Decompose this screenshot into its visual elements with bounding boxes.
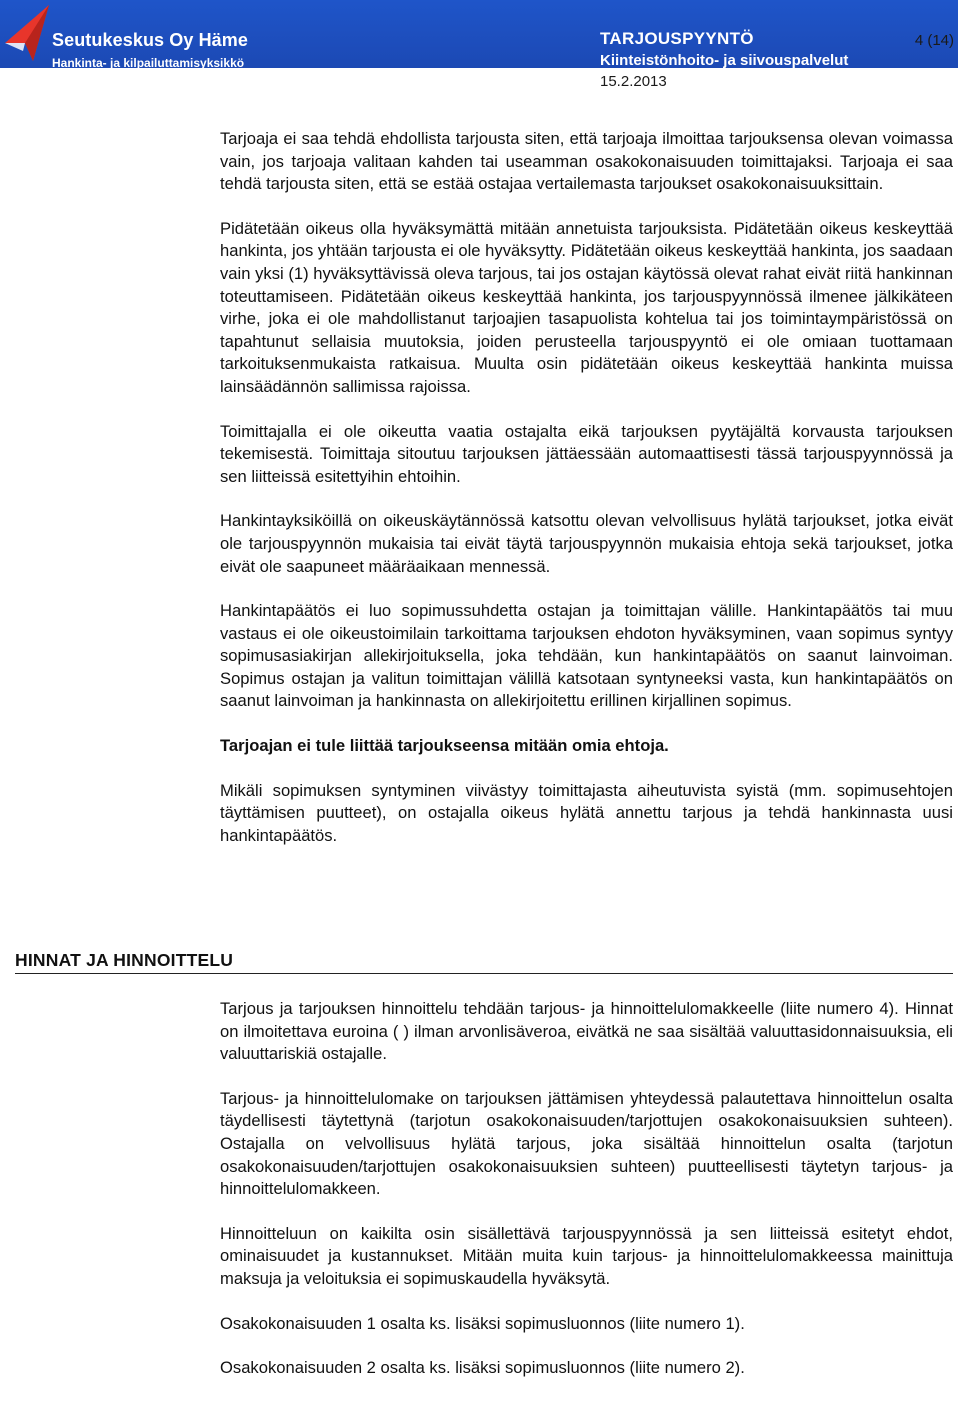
paragraph-form-return: Tarjous- ja hinnoittelulomake on tarjouksen jättämisen yhteydessä palautettava hinnoittelun osalta täydellisesti täytettynä (tarjotun osakokonaisuuden/tarjottujen osakokonaisuuksien suhteen). Ostajalla on velvollisuus hylätä tarjous, joka sisältää hinnoittelun osalta (tarjotun osakokonaisuuden/tarjottujen osakokonaisuuksien suhteen) puutteellisesti täytetyn tarjous- ja hinnoittelulomakkeen. <box>220 1088 953 1199</box>
terms-body <box>220 128 953 869</box>
paragraph-delay-rejection: Mikäli sopimuksen syntyminen viivästyy toimittajasta aiheutuvista syistä (mm. sopimusehtojen täyttämisen puutteet), on ostajalla oikeus hylätä annettu tarjous ja tehdä hankinnasta uusi hankintapäätös. <box>220 780 953 845</box>
section-heading-pricing: HINNAT JA HINNOITTELU <box>15 950 953 974</box>
company-unit: Hankinta- ja kilpailuttamisyksikkö <box>52 56 245 70</box>
paragraph-no-compensation: Toimittajalla ei ole oikeutta vaatia ostajalta eikä tarjouksen pyytäjältä korvausta tarjouksen tekemisestä. Toimittaja sitoutuu tarjouksen jättäessään automaattisesti tässä tarjouspyynnössä ja sen liitteissä esitettyihin ehtoihin. <box>220 421 953 486</box>
document-date: 15.2.2013 <box>600 73 667 90</box>
page-number: 4 (14) <box>914 32 954 49</box>
paragraph-rejection-duty: Hankintayksiköillä on oikeuskäytännössä katsottu olevan velvollisuus hylätä tarjoukset, jotka eivät ole tarjouspyynnön mukaisia tai eivät täytä tarjouspyynnön mukaisia ehtoja sekä tarjoukset, jotka eivät ole saapuneet määräaikaan mennessä. <box>220 511 953 576</box>
pricing-section-body <box>220 998 953 1402</box>
paragraph-subcontract-2: Osakokonaisuuden 2 osalta ks. lisäksi sopimusluonnos (liite numero 2). <box>220 1358 745 1378</box>
paragraph-included-costs: Hinnoitteluun on kaikilta osin sisällettävä tarjouspyynnössä ja sen liitteissä esitetyt ehdot, ominaisuudet ja kustannukset. Mitään muita kuin tarjous- ja hinnoittelulomakkeessa mainittuja maksuja ja veloituksia ei sopimuskaudella hyväksytä. <box>220 1223 953 1288</box>
company-name: Seutukeskus Oy Häme <box>52 30 248 50</box>
paragraph-rights-reserved: Pidätetään oikeus olla hyväksymättä mitään annetuista tarjouksista. Pidätetään oikeus keskeyttää hankinta, jos yhtään tarjousta ei ole hyväksytty. Pidätetään oikeus keskeyttää hankinta, jos saadaan vain yksi (1) hyväksyttävissä oleva tarjous, tai jos ostajan käytössä olevat rahat eivät riitä hankinnan toteuttamiseen. Pidätetään oikeus keskeyttää hankinta, jos tarjouspyynnössä ilmenee jälkikäteen virhe, joka ei ole mahdollistanut tarjoajien tasapuolista kohtelua tai jos toimintaympäristössä on tapahtunut sellaisia muutoksia, joiden perusteella tarjouspyyntö ei ole omiaan tuottamaan tarkoituksenmukaista ratkaisua. Muulta osin pidätetään oikeus keskeyttää hankinta muissa lainsäädännön sallimissa rajoissa. <box>220 218 953 396</box>
paragraph-conditional-offers: Tarjoaja ei saa tehdä ehdollista tarjousta siten, että tarjoaja ilmoittaa tarjouksensa olevan voimassa vain, jos tarjoaja valitaan kahden tai useamman osakokonaisuuden toimittajaksi. Tarjoaja ei saa tehdä tarjousta siten, että se estää ostajaa vertailemasta tarjoukset osakokonaisuuksittain. <box>220 129 953 194</box>
paper-plane-logo-icon <box>3 3 51 63</box>
document-title: TARJOUSPYYNTÖ <box>600 29 754 48</box>
page-header <box>0 0 960 100</box>
paragraph-pricing-form: Tarjous ja tarjouksen hinnoittelu tehdään tarjous- ja hinnoittelulomakkeelle (liite numero 4). Hinnat on ilmoitettava euroina ( ) ilman arvonlisäveroa, eivätkä ne saa sisältää valuuttasidonnaisuuksia, eli valuuttariskiä ostajalle. <box>220 999 953 1064</box>
header-band <box>0 0 958 68</box>
paragraph-no-own-terms: Tarjoajan ei tule liittää tarjoukseensa mitään omia ehtoja. <box>220 736 669 756</box>
paragraph-subcontract-1: Osakokonaisuuden 1 osalta ks. lisäksi sopimusluonnos (liite numero 1). <box>220 1313 745 1333</box>
paragraph-procurement-decision: Hankintapäätös ei luo sopimussuhdetta ostajan ja toimittajan välille. Hankintapäätös tai muu vastaus ei ole oikeustoimilain tarkoittama tarjouksen ehdoton hyväksyminen, vaan sopimus syntyy sopimusasiakirjan allekirjoituksella, joka tehdään, kun hankintapäätös on saanut lainvoiman. Sopimus ostajan ja valitun toimittajan välillä katsotaan syntyneeksi vasta, kun hankintapäätös on saanut lainvoiman ja hankinnasta on allekirjoitettu erillinen kirjallinen sopimus. <box>220 601 953 711</box>
document-subtitle: Kiinteistönhoito- ja siivouspalvelut <box>600 52 849 69</box>
